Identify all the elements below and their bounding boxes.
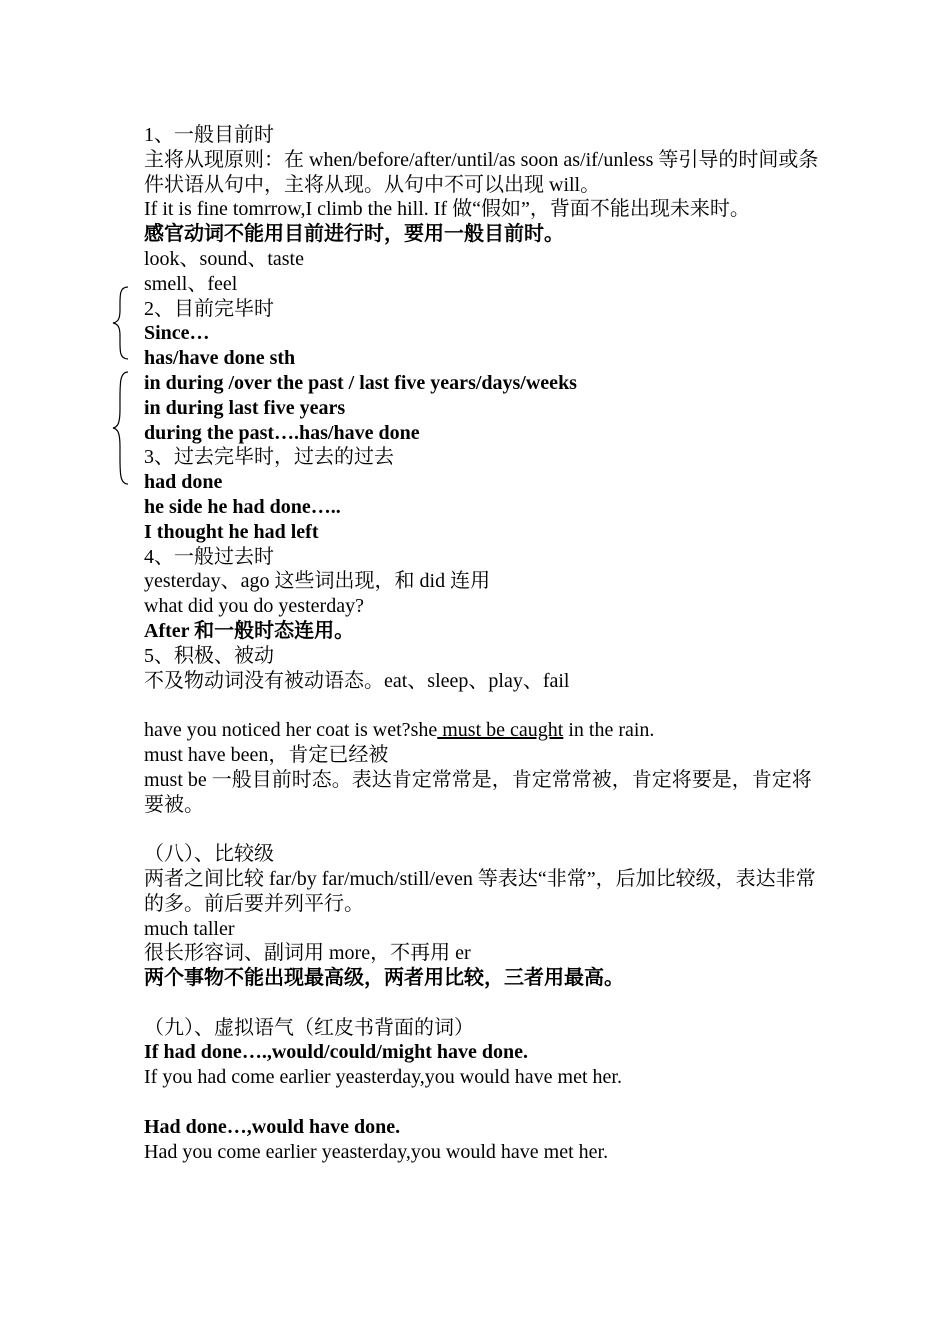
passive-example-end: in the rain. <box>563 719 655 742</box>
heading-present-perfect: 2、目前完毕时 <box>144 297 274 320</box>
perfect-since: Since… <box>144 322 210 345</box>
perfect-has-have-done: has/have done sth <box>144 347 296 370</box>
subjunctive-example-1: If you had come earlier yeasterday,you would have met her. <box>144 1066 622 1089</box>
heading-comparative: （八）、比较级 <box>144 843 274 866</box>
heading-active-passive: 5、积极、被动 <box>144 644 274 667</box>
heading-past-perfect: 3、过去完毕时，过去的过去 <box>144 446 394 469</box>
document-body <box>144 123 824 1164</box>
perfect-during-the-past: during the past….has/have done <box>144 421 420 444</box>
heading-subjunctive: （九）、虚拟语气（红皮书背面的词） <box>144 1016 474 1039</box>
simple-past-after-note: After 和一般时态连用。 <box>144 619 355 642</box>
blank-line <box>144 991 824 1016</box>
comparative-more-rule: 很长形容词、副词用 more，不再用 er <box>144 942 471 965</box>
subjunctive-pattern-1: If had done….,would/could/might have done. <box>144 1041 528 1064</box>
past-perfect-example-1: he side he had done….. <box>144 495 341 518</box>
passive-intransitive-rule: 不及物动词没有被动语态。eat、sleep、play、fail <box>144 669 570 692</box>
passive-example-underlined: must be caught <box>437 719 564 742</box>
past-perfect-had-done: had done <box>144 471 223 494</box>
subjunctive-example-2: Had you come earlier yeasterday,you would have met her. <box>144 1140 609 1163</box>
brace-perfect-tense-icon <box>112 371 132 485</box>
brace-sense-verbs-icon <box>112 286 132 360</box>
passive-example-start: have you noticed her coat is wet?she <box>144 719 438 742</box>
simple-past-rule: yesterday、ago 这些词出现，和 did 连用 <box>144 570 491 593</box>
note-sense-verbs: 感官动词不能用目前进行时，要用一般目前时。 <box>144 223 564 246</box>
subjunctive-pattern-2: Had done…,would have done. <box>144 1115 401 1138</box>
perfect-in-during-last: in during last five years <box>144 396 346 419</box>
simple-past-example: what did you do yesterday? <box>144 595 364 618</box>
comparative-example: much taller <box>144 917 235 940</box>
past-perfect-example-2: I thought he had left <box>144 520 319 543</box>
comparative-superlative-note: 两个事物不能出现最高级，两者用比较，三者用最高。 <box>144 967 624 990</box>
blank-line <box>144 693 824 718</box>
blank-line <box>144 1090 824 1115</box>
heading-simple-past: 4、一般过去时 <box>144 545 274 568</box>
passive-example-coat <box>144 718 824 743</box>
paragraph-main-clause-rule: 主将从现原则：在 when/before/after/until/as soon as/if/unless 等引导的时间或条件状语从句中，主将从现。从句中不可以出现 will。 <box>144 148 819 196</box>
must-be-explanation: must be 一般目前时态。表达肯定常常是，肯定常常被，肯定将要是，肯定将要被。 <box>144 768 812 816</box>
perfect-in-during-over: in during /over the past / last five years/days/weeks <box>144 371 577 394</box>
paragraph-if-example: If it is fine tomrrow,I climb the hill. If 做“假如”，背面不能出现未来时。 <box>144 198 750 221</box>
comparative-rule: 两者之间比较 far/by far/much/still/even 等表达“非常”，后加比较级，表达非常的多。前后要并列平行。 <box>144 867 816 915</box>
sense-verbs-list-1: look、sound、taste <box>144 247 304 270</box>
must-have-been: must have been，肯定已经被 <box>144 743 389 766</box>
sense-verbs-list-2: smell、feel <box>144 272 238 295</box>
heading-simple-present: 1、一般目前时 <box>144 124 274 146</box>
blank-line <box>144 817 824 842</box>
